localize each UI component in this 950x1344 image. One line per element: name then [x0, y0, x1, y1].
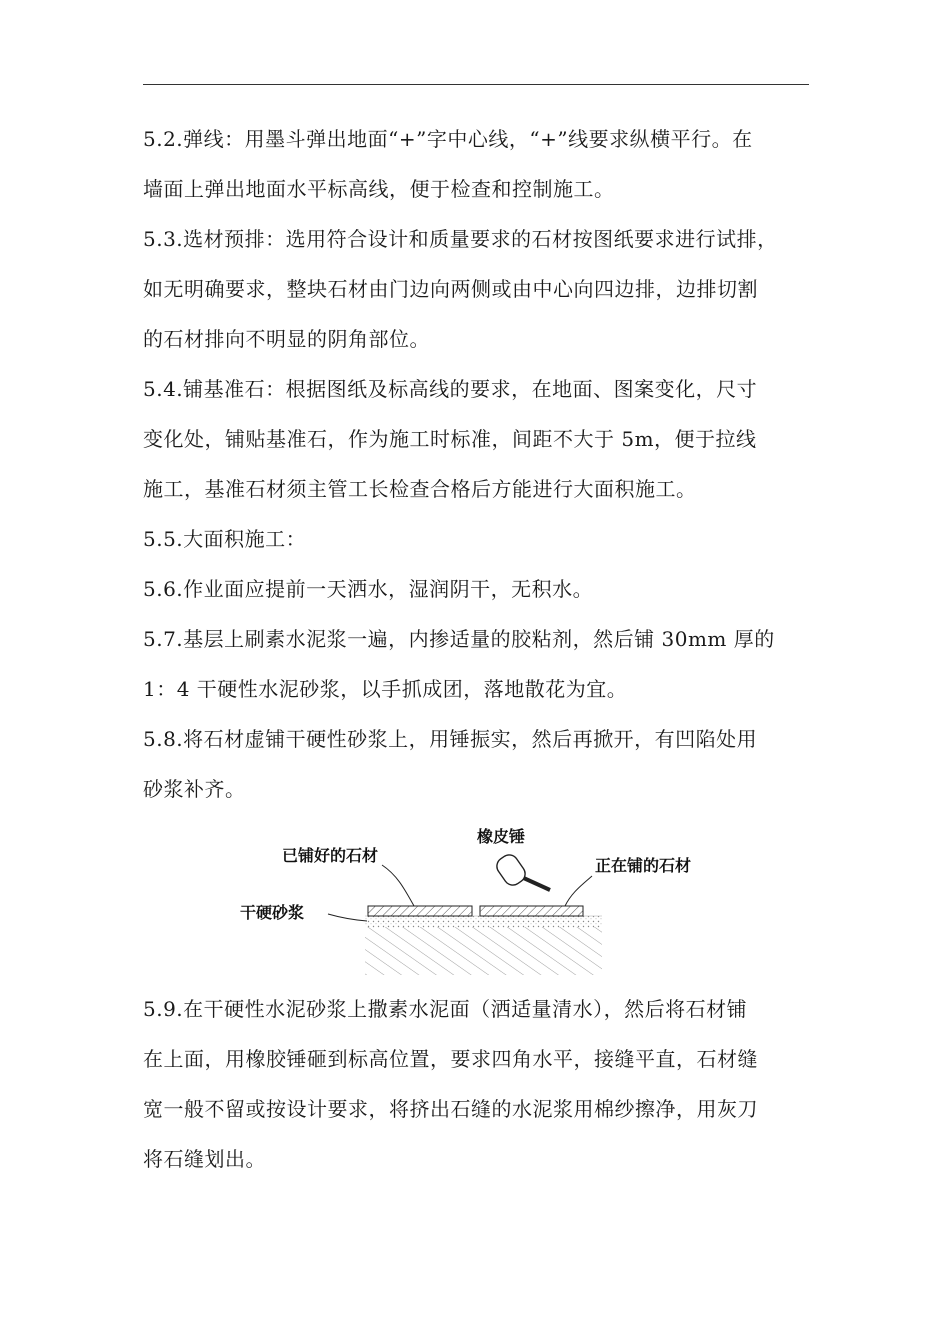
mortar-layer — [365, 916, 602, 928]
leader-stone-being-laid — [565, 876, 592, 906]
text-line: 宽一般不留或按设计要求，将挤出石缝的水泥浆用棉纱擦净，用灰刀 — [143, 1097, 758, 1121]
text-line: 5.3.选材预排：选用符合设计和质量要求的石材按图纸要求进行试排， — [143, 227, 778, 251]
text-line: 施工，基准石材须主管工长检查合格后方能进行大面积施工。 — [143, 477, 697, 501]
text-line: 在上面，用橡胶锤砸到标高位置，要求四角水平，接缝平直，石材缝 — [143, 1047, 758, 1071]
stone-laying-diagram — [232, 820, 692, 980]
text-line: 将石缝划出。 — [143, 1147, 266, 1171]
header-rule — [143, 84, 809, 85]
paragraph-5-8 — [143, 714, 809, 814]
text-line: 如无明确要求，整块石材由门边向两侧或由中心向四边排，边排切割 — [143, 277, 758, 301]
leader-dry-mortar — [328, 914, 367, 921]
text-line: 5.4.铺基准石：根据图纸及标高线的要求，在地面、图案变化，尺寸 — [143, 377, 758, 401]
paragraph-5-9 — [143, 984, 809, 1184]
paragraph-5-3 — [143, 214, 809, 364]
text-line: 5.2.弹线：用墨斗弹出地面“+”字中心线，“+”线要求纵横平行。在 — [143, 127, 753, 151]
label-laid-stone: 已铺好的石材 — [282, 846, 379, 865]
text-line: 5.7.基层上刷素水泥浆一遍，内掺适量的胶粘剂，然后铺 30mm 厚的 — [143, 627, 775, 651]
label-stone-being-laid: 正在铺的石材 — [595, 856, 692, 875]
text-line: 1：4 干硬性水泥砂浆，以手抓成团，落地散花为宜。 — [143, 677, 628, 701]
text-line: 5.9.在干硬性水泥砂浆上撒素水泥面（洒适量清水），然后将石材铺 — [143, 997, 748, 1021]
text-line: 5.5.大面积施工： — [143, 527, 307, 551]
paragraph-5-4 — [143, 364, 809, 514]
text-line: 砂浆补齐。 — [143, 777, 246, 801]
label-rubber-mallet: 橡皮锤 — [477, 827, 526, 846]
laid-stone — [368, 906, 472, 916]
text-line: 5.8.将石材虚铺干硬性砂浆上，用锤振实，然后再掀开，有凹陷处用 — [143, 727, 758, 751]
text-line: 变化处，铺贴基准石，作为施工时标准，间距不大于 5m，便于拉线 — [143, 427, 757, 451]
paragraph-5-5 — [143, 514, 809, 564]
paragraph-5-6 — [143, 564, 809, 614]
text-line: 的石材排向不明显的阴角部位。 — [143, 327, 430, 351]
text-line: 墙面上弹出地面水平标高线，便于检查和控制施工。 — [143, 177, 615, 201]
label-dry-mortar: 干硬砂浆 — [240, 903, 305, 922]
rubber-mallet-icon — [493, 851, 550, 890]
paragraph-5-2 — [143, 114, 809, 214]
text-line: 5.6.作业面应提前一天洒水，湿润阴干，无积水。 — [143, 577, 594, 601]
stone-being-laid — [480, 906, 583, 916]
paragraph-5-7 — [143, 614, 809, 714]
leader-laid-stone — [382, 865, 414, 906]
base-layer — [365, 927, 602, 975]
